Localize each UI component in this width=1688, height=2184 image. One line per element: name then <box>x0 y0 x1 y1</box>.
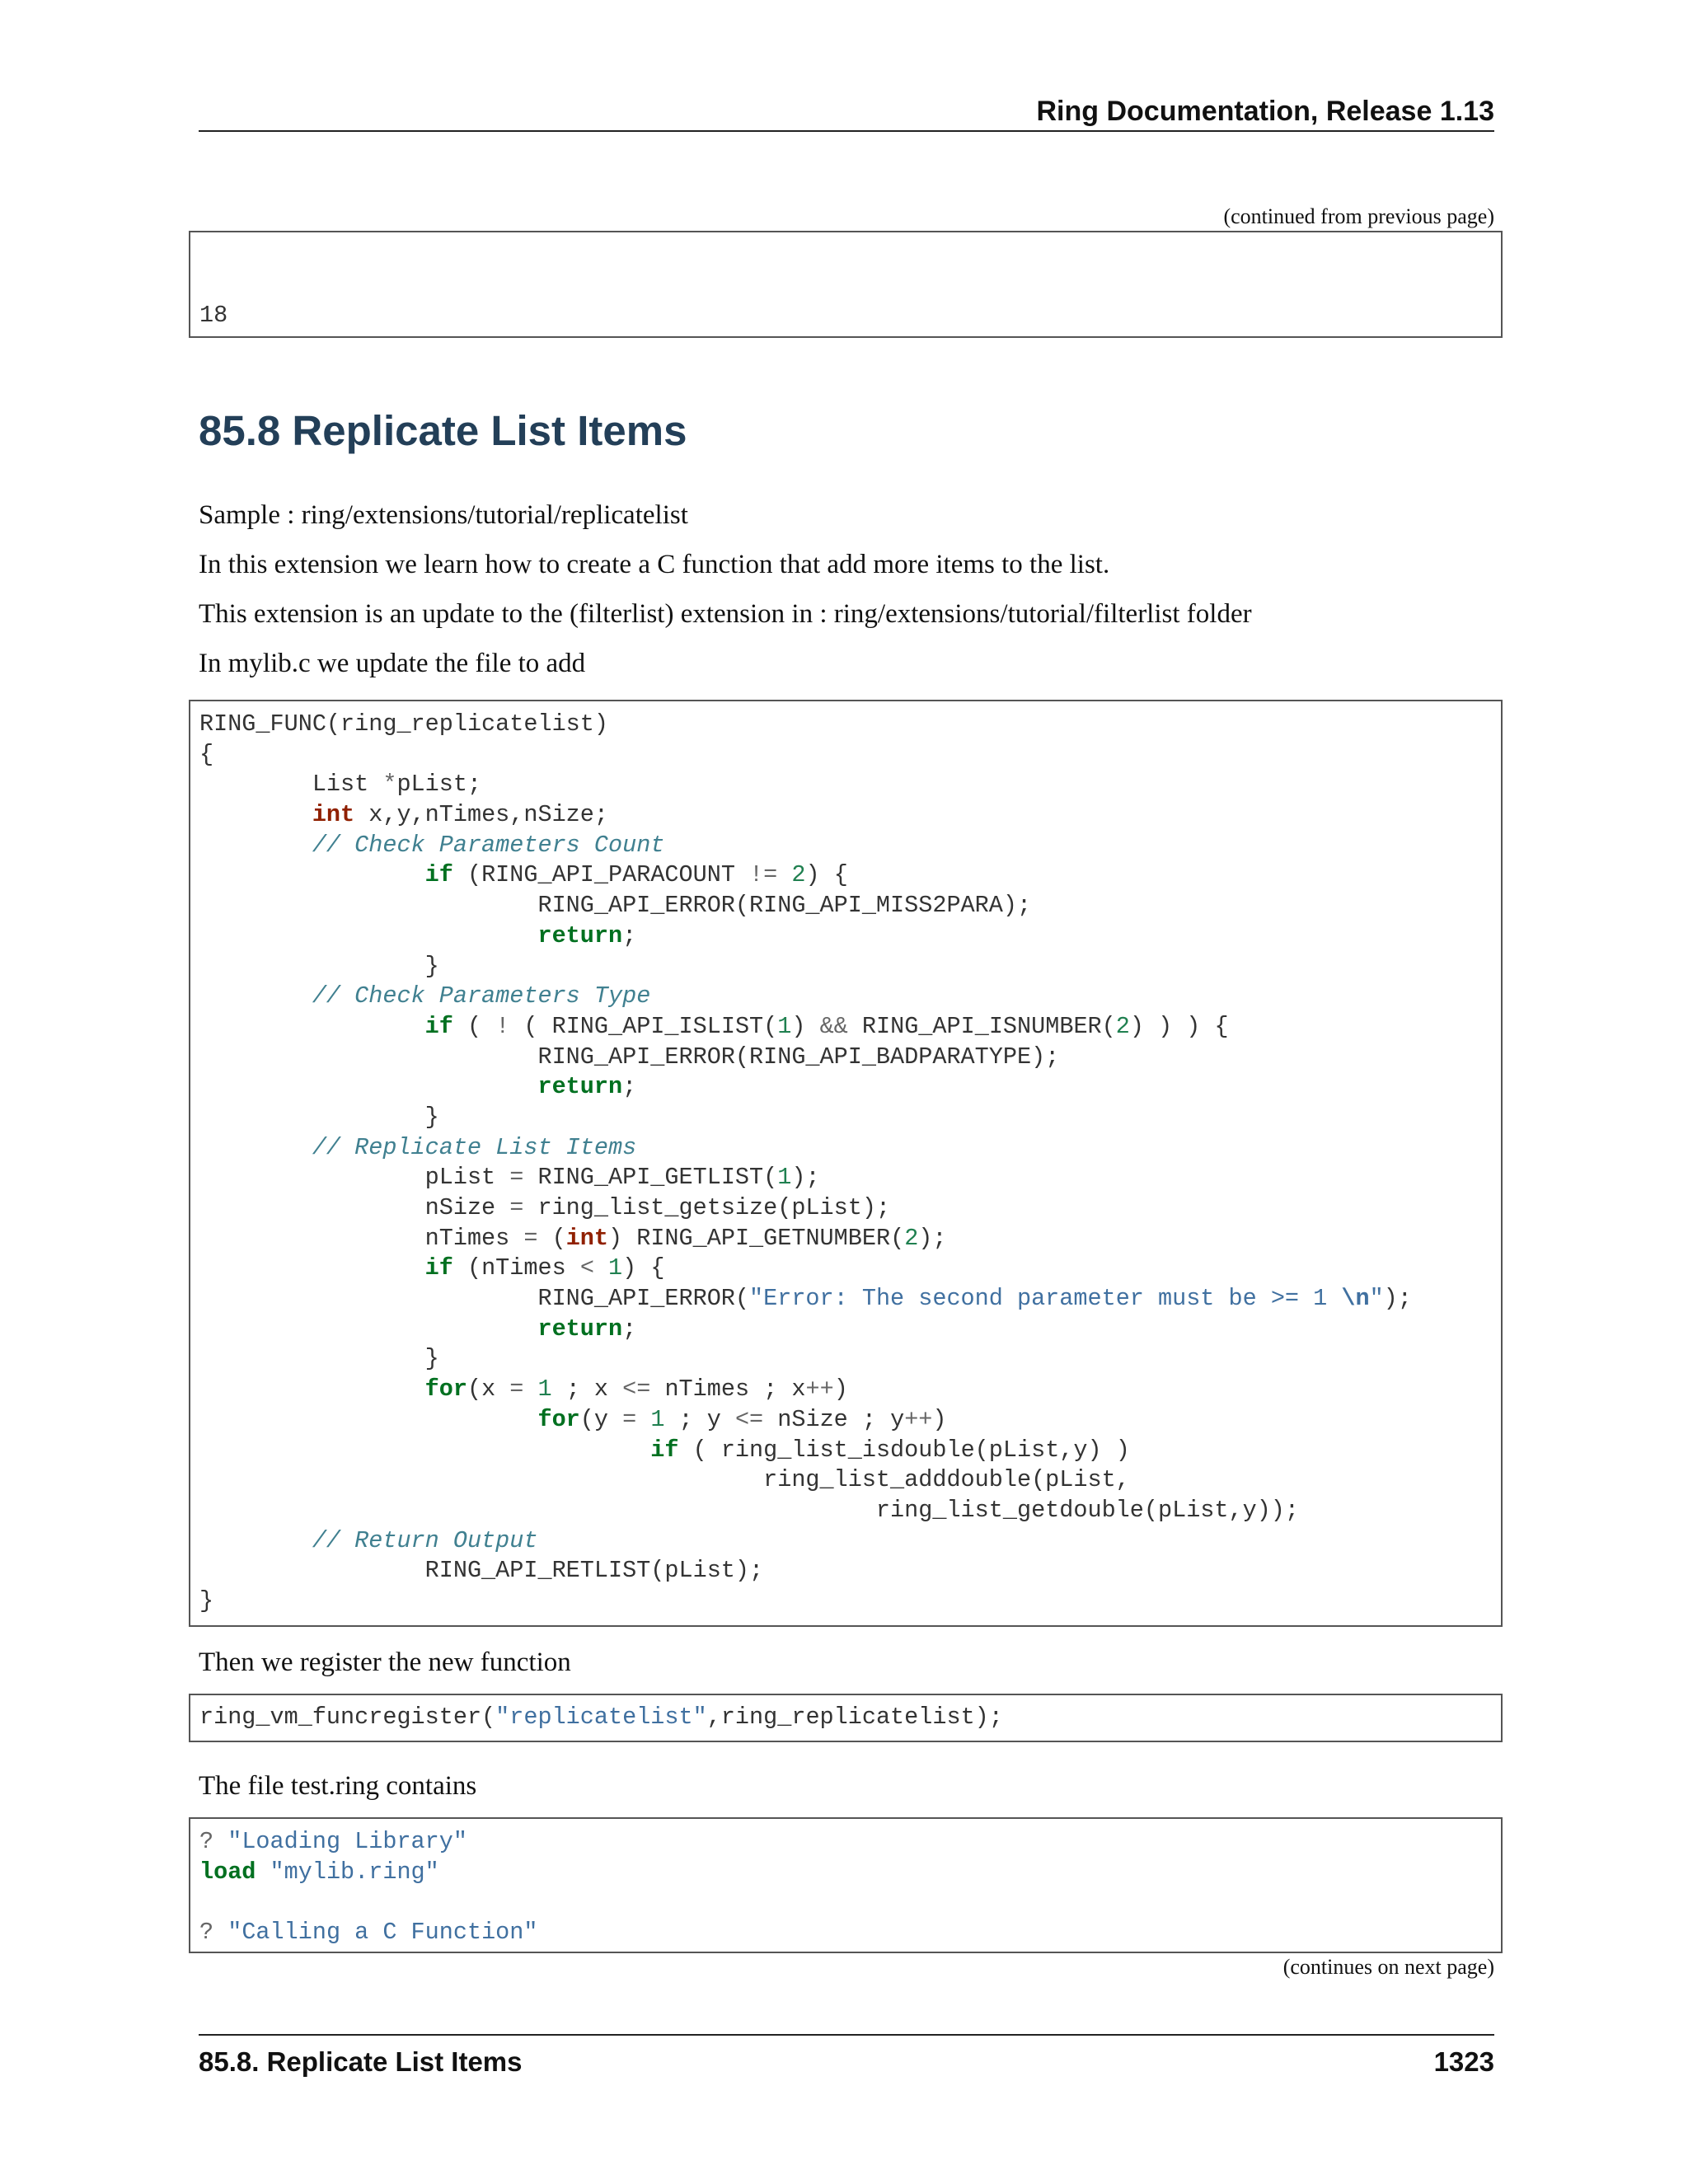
code-line: pList = RING_API_GETLIST(1); <box>199 1164 820 1192</box>
page-header <box>199 89 1494 132</box>
code-line: return; <box>537 1315 637 1343</box>
code-line: ring_vm_funcregister("replicatelist",ring_replicatelist); <box>199 1704 1003 1731</box>
section-title: 85.8 Replicate List Items <box>199 407 687 454</box>
code-line: RING_API_RETLIST(pList); <box>199 1557 764 1585</box>
code-block-test-ring <box>189 1817 1503 1953</box>
code-content <box>190 1819 1501 1948</box>
code-line: { <box>199 740 214 768</box>
code-block-replicatelist <box>189 700 1503 1627</box>
code-content <box>190 701 1501 1617</box>
code-line: RING_API_ERROR(RING_API_MISS2PARA); <box>199 892 1032 920</box>
code-block-line-numbers <box>189 231 1503 338</box>
code-line: return; <box>537 921 637 949</box>
code-line: nTimes = (int) RING_API_GETNUMBER(2); <box>199 1224 947 1252</box>
code-line: if ( ! ( RING_API_ISLIST(1) && RING_API_ISNUMBER(2) ) ) { <box>424 1012 1229 1040</box>
code-line: } <box>199 1586 214 1615</box>
code-line: nSize = ring_list_getsize(pList); <box>199 1194 891 1221</box>
code-line: // Return Output <box>312 1526 538 1554</box>
intro-paragraph: In this extension we learn how to create a C function that add more items to the list. <box>199 550 1110 579</box>
code-line: int x,y,nTimes,nSize; <box>312 801 608 829</box>
code-line <box>199 1887 1501 1918</box>
code-line: } <box>199 1345 439 1373</box>
code-line: RING_API_ERROR("Error: The second parameter must be >= 1 \n"); <box>199 1285 1412 1313</box>
continues-on-caption: (continues on next page) <box>1282 1955 1494 1979</box>
code-line: // Check Parameters Type <box>312 982 651 1010</box>
code-line: RING_API_ERROR(RING_API_BADPARATYPE); <box>199 1043 1060 1071</box>
code-line: ? "Calling a C Function" <box>199 1919 538 1947</box>
sample-path-paragraph: Sample : ring/extensions/tutorial/replicatelist <box>199 500 688 530</box>
footer-section-title: 85.8. Replicate List Items <box>199 2046 523 2077</box>
code-line: for(x = 1 ; x <= nTimes ; x++) <box>424 1376 848 1404</box>
code-line: if ( ring_list_isdouble(pList,y) ) <box>650 1436 1130 1464</box>
code-line: RING_FUNC(ring_replicatelist) <box>199 710 608 738</box>
code-line: load "mylib.ring" <box>199 1858 439 1886</box>
mylib-paragraph: In mylib.c we update the file to add <box>199 649 586 678</box>
code-line: if (nTimes < 1) { <box>424 1254 665 1282</box>
code-block-register <box>189 1694 1503 1742</box>
code-line: 18 <box>199 302 228 330</box>
code-line: ring_list_getdouble(pList,y)); <box>199 1496 1300 1524</box>
page-number: 1323 <box>1433 2046 1494 2077</box>
test-file-paragraph: The file test.ring contains <box>199 1771 477 1801</box>
register-paragraph: Then we register the new function <box>199 1647 571 1677</box>
code-line: return; <box>537 1073 637 1101</box>
continued-from-caption: (continued from previous page) <box>1223 204 1494 228</box>
code-line: } <box>199 952 439 980</box>
code-content <box>190 1695 1501 1733</box>
code-line: ? "Loading Library" <box>199 1828 467 1855</box>
update-paragraph: This extension is an update to the (filterlist) extension in : ring/extensions/tutorial/filterlist folder <box>199 599 1252 629</box>
code-content <box>190 232 1501 338</box>
page-footer <box>199 2034 1494 2077</box>
code-line: // Replicate List Items <box>312 1133 637 1161</box>
code-line: if (RING_API_PARACOUNT != 2) { <box>424 861 848 889</box>
code-line: // Check Parameters Count <box>312 831 665 859</box>
code-line: List *pList; <box>199 771 482 799</box>
code-line: ring_list_adddouble(pList, <box>199 1466 1130 1494</box>
document-title: Ring Documentation, Release 1.13 <box>1036 96 1494 127</box>
code-line: for(y = 1 ; y <= nSize ; y++) <box>537 1405 947 1433</box>
code-line: } <box>199 1103 439 1131</box>
